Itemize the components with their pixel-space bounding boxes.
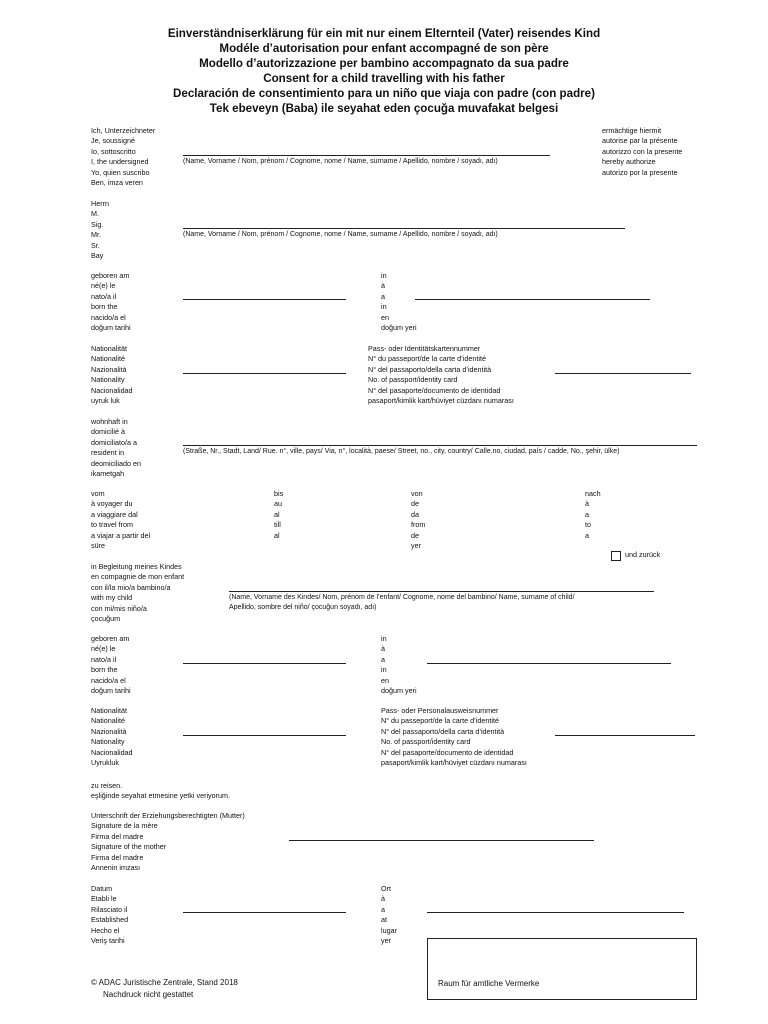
child-nationality-labels: Nationalität Nationalité Nazionalità Nationality Nacionalidad Uyrukluk: [91, 706, 133, 768]
father-nationality-labels: Nationalität Nationalité Nazionalità Nationality Nacionalidad uyruk luk: [91, 344, 133, 406]
child-passport-field[interactable]: [555, 735, 695, 736]
child-nationality-field[interactable]: [183, 735, 346, 736]
child-birthplace-labels: in à a in en doğum yeri: [381, 634, 417, 696]
date-labels: Datum Etabli le Rilasciato il Established Hecho el Veriş tarihi: [91, 884, 129, 946]
travel-from-labels: vom à voyager du a viaggiare dal to travel from a viajar a partir del süre: [91, 489, 151, 551]
father-passport-labels: Pass- oder Identitätskartennummer N° du passeport/de la carte d’identité N° del passaporto/della carta d’identità No. of passport/identity card N° del pasaporte/documento de identidad pasaport/kimlik kart/hüviyet cüzdanı numarası: [368, 344, 514, 406]
father-hint: (Name, Vorname / Nom, prénom / Cognome, nome / Name, surname / Apellido, nombre / soyadı, adı): [183, 231, 498, 238]
residence-hint: (Straße, Nr., Stadt, Land/ Rue. n°, ville, pays/ Via, n°, località, paese/ Street, no., city, country/ Calle.no, ciudad, país / cadde, No., şehir, ülke): [183, 448, 620, 455]
place-labels: Ort à a at lugar yer: [381, 884, 397, 946]
return-trip-checkbox[interactable]: [611, 551, 621, 561]
document-title: [0, 26, 768, 116]
father-name-field[interactable]: [183, 228, 625, 229]
father-passport-field[interactable]: [555, 373, 691, 374]
date-field[interactable]: [183, 912, 346, 913]
father-nationality-field[interactable]: [183, 373, 346, 374]
official-remarks-box: [427, 938, 697, 1000]
title-line-tr: Tek ebeveyn (Baba) ile seyahat eden çocuğa muvafakat belgesi: [209, 102, 559, 115]
residence-field[interactable]: [183, 445, 697, 446]
undersigned-labels: Ich, Unterzeichneter Je, soussigné Io, sottoscritto I, the undersigned Yo, quien suscribo Ben, imza veren: [91, 126, 156, 188]
consent-text: zu reisen. eşliğinde seyahat etmesine yetki veriyorum.: [91, 781, 231, 801]
official-remarks-label: Raum für amtliche Vermerke: [438, 979, 540, 988]
travel-place-from-labels: von de da from de yer: [411, 489, 426, 551]
child-name-field[interactable]: [229, 591, 654, 592]
title-line-it: Modello d’autorizzazione per bambino accompagnato da sua padre: [199, 57, 569, 70]
title-line-en: Consent for a child travelling with his father: [263, 72, 505, 85]
title-line-de: Einverständniserklärung für ein mit nur einem Elternteil (Vater) reisendes Kind: [167, 27, 601, 40]
father-labels: Herrn M. Sig. Mr. Sr. Bay: [91, 199, 109, 261]
child-passport-labels: Pass- oder Personalausweisnummer N° du passeport/de la carte d’identité N° del passaporto/della carta d’identità No. of passport/identity card N° del pasaporte/documento de identidad pasaport/kimlik kart/hüviyet cüzdanı numarası: [381, 706, 527, 768]
title-line-es: Declaración de consentimiento para un niño que viaja con padre (con padre): [173, 87, 595, 100]
father-birthdate-field[interactable]: [183, 299, 346, 300]
child-birthplace-field[interactable]: [427, 663, 671, 664]
travel-until-labels: bis au al till al: [274, 489, 284, 540]
place-field[interactable]: [427, 912, 684, 913]
signature-labels: Unterschrift der Erziehungsberechtigten (Mutter) Signature de la mère Firma del madre Signature of the mother Firma del madre Annenin imzası: [91, 811, 245, 873]
authorize-labels: ermächtige hiermit autorise par la présente autorizzo con la presente hereby authorize autorizo por la presente: [602, 126, 683, 177]
title-line-fr: Modéle d’autorisation pour enfant accompagné de son père: [219, 42, 549, 55]
travel-place-to-labels: nach à a to a: [585, 489, 601, 540]
father-birthplace-field[interactable]: [415, 299, 650, 300]
copyright-footer: © ADAC Juristische Zentrale, Stand 2018 Nachdruck nicht gestattet: [91, 978, 238, 999]
return-trip-label: und zurück: [625, 550, 661, 559]
undersigned-name-field[interactable]: [183, 155, 550, 156]
child-birthdate-field[interactable]: [183, 663, 346, 664]
child-hint: (Name, Vorname des Kindes/ Nom, prénom de l’enfant/ Cognome, nome del bambino/ Name, surname of child/ Apellido, sombre del niño/ çocuğun soyadı, adı): [229, 594, 575, 611]
residence-labels: wohnhaft in domicilié à domiciliato/a a resident in deomiciliado en ikametgah: [91, 417, 141, 479]
signature-field[interactable]: [289, 840, 594, 841]
undersigned-hint: (Name, Vorname / Nom, prénom / Cognome, nome / Name, surname / Apellido, nombre / soyadı, adı): [183, 158, 498, 165]
father-birthplace-labels: in à a in en doğum yeri: [381, 271, 417, 333]
father-birth-labels: geboren am né(e) le nato/a il born the nacido/a el doğum tarihi: [91, 271, 131, 333]
child-birth-labels: geboren am né(e) le nato/a il born the nacido/a el doğum tarihi: [91, 634, 131, 696]
child-labels: in Begleitung meines Kindes en compagnie de mon enfant con il/la mio/a bambino/a with my child con mi/mis niño/a çocuğum: [91, 562, 185, 624]
